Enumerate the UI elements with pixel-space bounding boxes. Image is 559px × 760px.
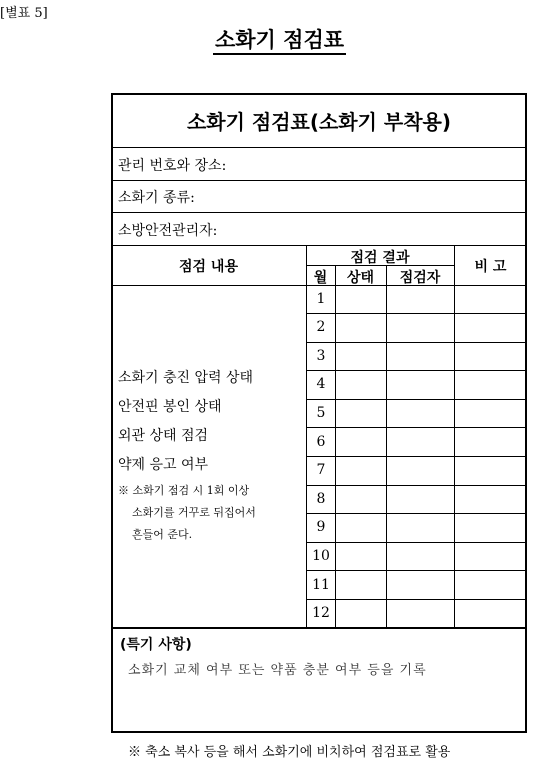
divider	[306, 570, 527, 571]
divider	[111, 627, 527, 629]
month-number: 7	[316, 462, 326, 478]
month-number: 12	[312, 605, 330, 621]
divider	[111, 212, 527, 213]
month-number: 9	[316, 519, 326, 535]
form-title: 소화기 점검표(소화기 부착용)	[186, 110, 452, 134]
special-notes-label: (특기 사항)	[120, 637, 192, 653]
divider	[111, 180, 527, 181]
header-month: 월	[313, 270, 328, 286]
inspection-note: 흔들어 준다.	[132, 528, 193, 541]
divider	[454, 245, 455, 628]
divider	[335, 265, 336, 628]
inspection-note: ※ 소화기 점검 시 1회 이상	[118, 484, 250, 497]
month-number: 6	[316, 434, 326, 450]
divider	[111, 147, 527, 148]
divider	[306, 542, 527, 543]
divider	[306, 313, 527, 314]
header-status: 상태	[346, 270, 375, 286]
page-title	[0, 24, 559, 54]
month-number: 5	[316, 405, 326, 421]
annex-label: [별표 5]	[0, 6, 48, 21]
divider	[306, 427, 527, 428]
divider	[306, 485, 527, 486]
divider	[306, 370, 527, 371]
footer-note: ※ 축소 복사 등을 해서 소화기에 비치하여 점검표로 활용	[128, 745, 451, 760]
header-inspection-result: 점검 결과	[350, 250, 410, 266]
divider	[306, 513, 527, 514]
safety-manager-field[interactable]: 소방안전관리자:	[118, 223, 218, 239]
header-remarks: 비 고	[474, 259, 507, 275]
inspection-item: 약제 응고 여부	[118, 457, 209, 473]
inspection-note: 소화기를 거꾸로 뒤집어서	[132, 506, 256, 519]
divider	[306, 342, 527, 343]
month-number: 4	[316, 376, 326, 392]
divider	[306, 456, 527, 457]
divider	[306, 399, 527, 400]
month-number: 10	[312, 548, 330, 564]
month-number: 8	[316, 491, 326, 507]
special-notes-text[interactable]: 소화기 교체 여부 또는 약품 충분 여부 등을 기록	[128, 663, 427, 678]
month-number: 3	[316, 348, 326, 364]
header-inspector: 점검자	[399, 270, 441, 286]
month-number: 11	[312, 577, 330, 593]
divider	[306, 599, 527, 600]
inspection-item: 소화기 충진 압력 상태	[118, 370, 254, 386]
divider	[386, 265, 387, 628]
month-number: 2	[316, 319, 326, 335]
inspection-item: 외관 상태 점검	[118, 428, 209, 444]
management-no-location-field[interactable]: 관리 번호와 장소:	[118, 158, 227, 174]
page-title-text: 소화기 점검표	[213, 28, 346, 55]
month-number: 1	[316, 291, 326, 307]
extinguisher-type-field[interactable]: 소화기 종류:	[118, 190, 195, 206]
divider	[111, 245, 527, 246]
header-inspection-items: 점검 내용	[179, 259, 238, 275]
inspection-item: 안전핀 봉인 상태	[118, 399, 222, 415]
